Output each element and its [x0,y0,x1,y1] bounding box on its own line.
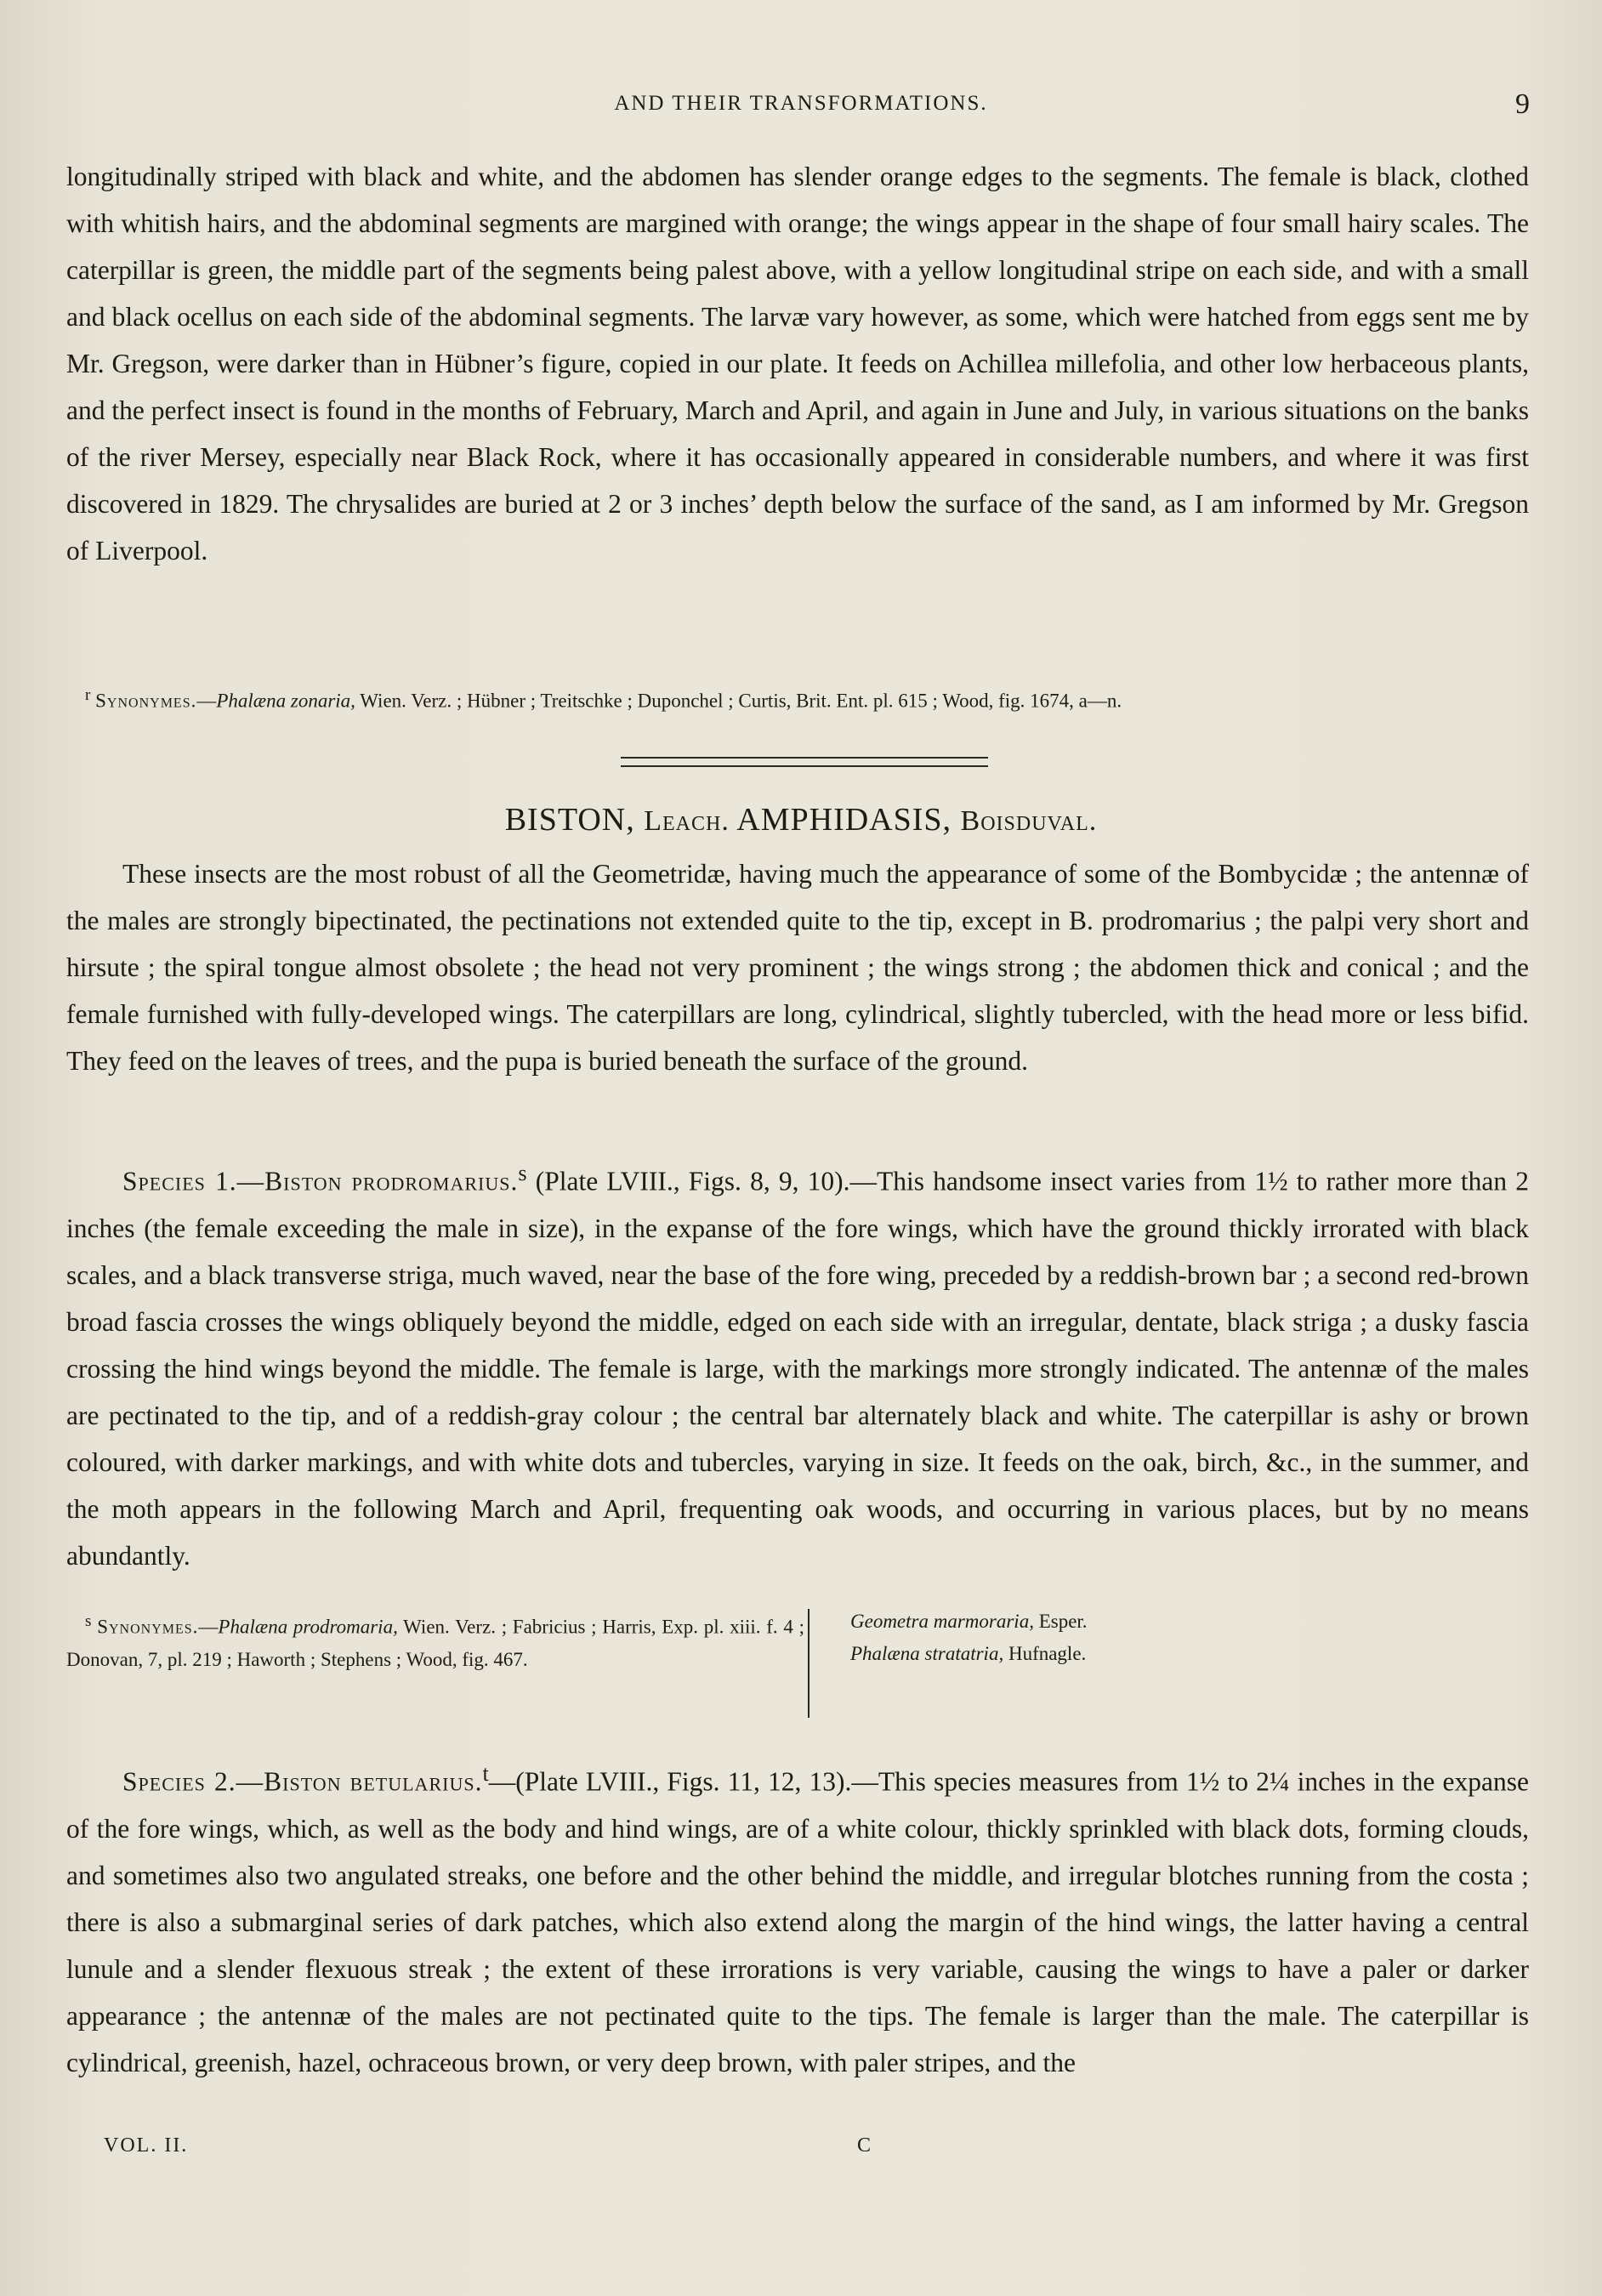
genus-intro [66,850,1529,1084]
footnote-italic: Phalæna prodromaria, [218,1616,398,1638]
running-head: AND THEIR TRANSFORMATIONS. [614,92,988,115]
footnote-italic: Phalæna stratatria, [850,1643,1004,1664]
paragraph-text: longitudinally striped with black and white, and the abdomen has slender orange edges to the segments. The female is black, clothed with whitish hairs, and the abdominal segments are margined with orange; the wings appear in the shape of four small hairy scales. The caterpillar is green, the middle part of the segments being palest above, with a yellow longitudinal stripe on each side, and with a small and black ocellus on each side of the abdominal segments. The larvæ vary however, as some, which were hatched from eggs sent me by Mr. Gregson, were darker than in Hübner’s figure, copied in our plate. It feeds on Achillea millefolia, and other low herbaceous plants, and the perfect insect is found in the months of February, March and April, and again in June and July, in various situations on the banks of the river Mersey, especially near Black Rock, where it has occasionally appeared in considerable numbers, and where it was first discovered in 1829. The chrysalides are buried at 2 or 3 inches’ depth below the surface of the sand, as I am informed by Mr. Gregson of Liverpool. [66,162,1529,565]
section-title [0,801,1602,838]
species-2-label: Species 2.—Biston betularius. [122,1766,483,1797]
species-2 [66,1750,1529,2086]
footnote-line [850,1605,1514,1638]
footnote-text: Esper. [1033,1611,1088,1632]
paragraph-continued [66,153,1529,574]
species-1-paragraph [66,1150,1529,1579]
footnote-dash: — [198,1616,219,1638]
genus-synonym: AMPHIDASIS, [729,802,961,838]
footnote-italic: Geometra marmoraria, [850,1611,1034,1632]
footnote-text: Hufnagle. [1003,1643,1087,1664]
page-number: 9 [1515,88,1530,120]
species-1-label: Species 1.—Biston prodromarius. [122,1166,519,1196]
footnote-mark: s [85,1612,92,1630]
footnote-r [66,679,1529,719]
footnote-line [850,1638,1514,1670]
footnote-italic: Phalæna zonaria, [216,690,355,712]
footnote-text: Wien. Verz. ; Fabricius ; Harris, Exp. pl. xiii. f. 4 ; Donovan, 7, pl. 219 ; Haworth ; Stephens ; Wood, fig. 467. [66,1616,804,1670]
footnote-label: Synonymes. [97,1616,199,1638]
species-2-paragraph [66,1750,1529,2086]
footnote-dash: — [196,690,217,712]
footnote-mark: r [85,686,91,704]
signature-mark: C [857,2134,872,2157]
species-1-text: (Plate LVIII., Figs. 8, 9, 10).—This handsome insect varies from 1½ to rather more than 2 inches (the female exceeding the male in size), in the expanse of the fore wings, which have the ground thickly irrorated with black scales, and a black transverse striga, much waved, near the base of the fore wing, preceded by a reddish-brown bar ; a second red-brown broad fascia crosses the wings obliquely beyond the middle, edged on each side with an irregular, dentate, black striga ; a dusky fascia crossing the hind wings beyond the middle. The female is large, with the markings more strongly indicated. The antennæ of the males are pectinated to the tip, and of a reddish-gray colour ; the central bar alternately black and white. The caterpillar is ashy or brown coloured, with darker markings, and with white dots and tubercles, varying in size. It feeds on the oak, birch, &c., in the summer, and the moth appears in the following March and April, frequenting oak woods, and occurring in various places, but by no means abundantly. [66,1166,1530,1571]
genus-author: Leach. [644,805,730,837]
species-1-mark: s [518,1161,527,1185]
volume-label: VOL. II. [104,2134,189,2157]
genus-name: BISTON, [504,802,645,838]
footnote-text: Wien. Verz. ; Hübner ; Treitschke ; Duponchel ; Curtis, Brit. Ent. pl. 615 ; Wood, fig. 1674, a—n. [355,690,1122,712]
footnote-s-left [66,1605,804,1676]
species-1 [66,1150,1529,1579]
footnote-label: Synonymes. [95,690,197,712]
footnote-s-right [850,1605,1514,1670]
synonym-author: Boisduval. [960,805,1098,837]
section-divider [621,757,988,767]
species-2-mark: t [482,1761,489,1786]
footnote-column-divider [808,1609,810,1718]
intro-text: These insects are the most robust of all the Geometridæ, having much the appearance of some of the Bombycidæ ; the antennæ of the males are strongly bipectinated, the pectinations not extended quite to the tip, except in B. prodromarius ; the palpi very short and hirsute ; the spiral tongue almost obsolete ; the head not very prominent ; the wings strong ; the abdomen thick and conical ; and the female furnished with fully-developed wings. The caterpillars are long, cylindrical, slightly tubercled, with the head more or less bifid. They feed on the leaves of trees, and the pupa is buried beneath the surface of the ground. [66,859,1529,1076]
species-2-text: —(Plate LVIII., Figs. 11, 12, 13).—This species measures from 1½ to 2¼ inches in the expanse of the fore wings, which, as well as the body and hind wings, are of a white colour, thickly sprinkled with black dots, forming clouds, and sometimes also two angulated streaks, one before and the other behind the middle, and irregular blotches running from the costa ; there is also a submarginal series of dark patches, which also extend along the margin of the hind wings, the latter having a central lunule and a slender flexuous streak ; the extent of these irrorations is very variable, causing the wings to have a paler or darker appearance ; the antennæ of the males are not pectinated quite to the tips. The female is larger than the male. The caterpillar is cylindrical, greenish, hazel, ochraceous brown, or very deep brown, with paler stripes, and the [66,1766,1529,2077]
